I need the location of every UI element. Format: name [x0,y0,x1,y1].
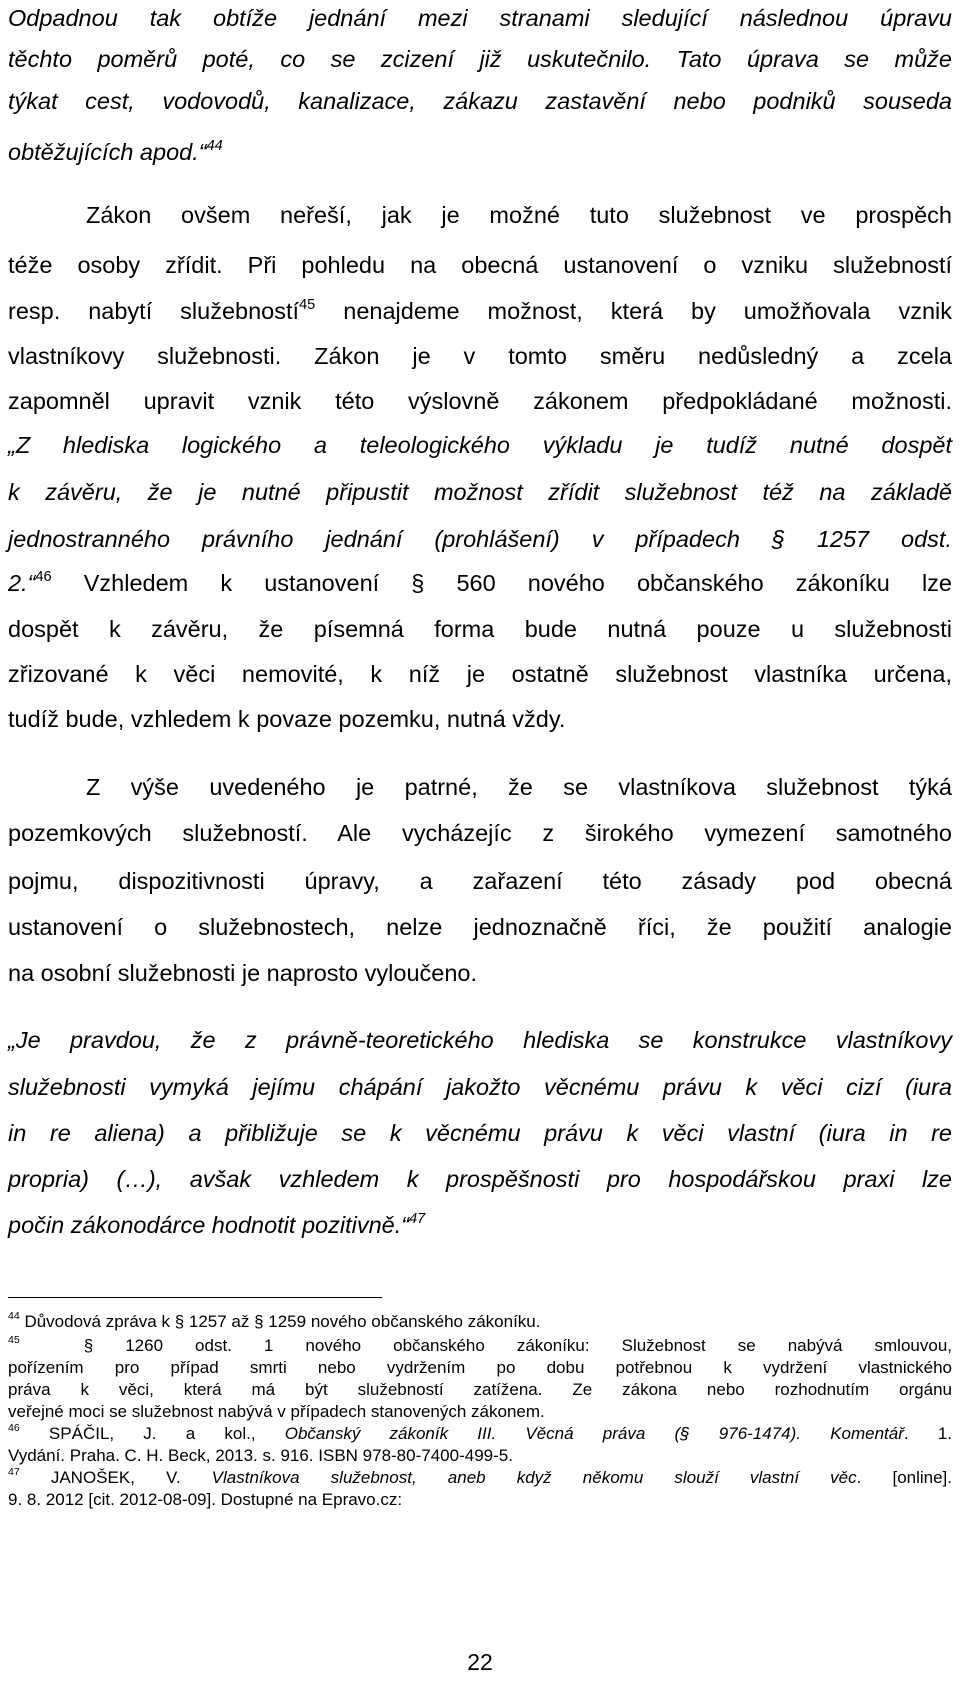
body-line: těchto poměrů poté, co se zcizení již uskutečnilo. Tato úprava se může [8,46,952,72]
body-line: Z výše uvedeného je patrné, že se vlastníkova služebnost týká [86,774,952,800]
body-line: „Z hlediska logického a teleologického výkladu je tudíž nutné dospět [8,432,952,458]
body-line: zapomněl upravit vznik této výslovně zákonem předpokládané možnosti. [8,388,952,414]
footnote-45-line: veřejné moci se služebnost nabývá v případech stanovených zákonem. [8,1402,545,1421]
footnote-47: $^{47}$ JANOŠEK, V. Vlastníkova služebnost, aneb když někomu slouží vlastní věc. [online]. [8,1466,953,1487]
footnote-separator [8,1297,382,1298]
footnote-46: $^{46}$ SPÁČIL, J. a kol., Občanský zákoník III. Věcná práva (§ 976-1474). Komentář. 1. [8,1422,952,1443]
body-line: k závěru, že je nutné připustit možnost zřídit služebnost též na základě [8,479,952,505]
footnote-45: $^{45}$ § 1260 odst. 1 nového občanského zákoníku: Služebnost se nabývá smlouvou, [8,1334,952,1355]
body-line: tudíž bude, vzhledem k povaze pozemku, nutná vždy. [8,706,566,732]
body-line: jednostranného právního jednání (prohlášení) v případech § 1257 odst. [8,526,952,552]
footnote-46-line: Vydání. Praha. C. H. Beck, 2013. s. 916. ISBN 978-80-7400-499-5. [8,1446,513,1465]
body-line: pojmu, dispozitivnosti úpravy, a zařazení této zásady pod obecná [8,868,952,894]
body-line: dospět k závěru, že písemná forma bude nutná pouze u služebnosti [8,616,952,642]
body-line: vlastníkovy služebnosti. Zákon je v tomto směru nedůsledný a zcela [8,343,952,369]
body-line: týkat cest, vodovodů, kanalizace, zákazu zastavění nebo podniků souseda [8,88,952,114]
body-line: služebnosti vymyká jejímu chápání jakožto věcnému právu k věci cizí (iura [8,1074,952,1100]
body-line: obtěžujících apod.“$^{44}$ [8,137,223,165]
footnote-ref-44[interactable]: 44 [206,137,223,154]
footnote-47-line: 9. 8. 2012 [cit. 2012-08-09]. Dostupné na Epravo.cz: [8,1490,403,1509]
body-line: 2.“$^{46}$ Vzhledem k ustanovení § 560 nového občanského zákoníku lze [8,568,952,596]
footnote-45-line: práva k věci, která má být služebností zatížena. Ze zákona nebo rozhodnutím orgánu [8,1380,952,1399]
body-line: „Je pravdou, že z právně-teoretického hlediska se konstrukce vlastníkovy [8,1027,952,1053]
footnote-44: $^{44}$ Důvodová zpráva k § 1257 až § 1259 nového občanského zákoníku. [8,1310,541,1331]
body-line: in re aliena) a přibližuje se k věcnému právu k věci vlastní (iura in re [8,1120,952,1146]
footnote-ref-46[interactable]: 46 [35,568,52,585]
body-line: propria) (…), avšak vzhledem k prospěšnosti pro hospodářskou praxi lze [8,1166,952,1192]
body-line: resp. nabytí služebností$^{45}$ nenajdeme možnost, která by umožňovala vznik [8,296,953,324]
body-line: pozemkových služebností. Ale vycházejíc z širokého vymezení samotného [8,820,952,846]
body-line: ustanovení o služebnostech, nelze jednoznačně říci, že použití analogie [8,914,952,940]
footnote-ref-47[interactable]: 47 [409,1210,426,1227]
body-line: na osobní služebnosti je naprosto vyloučeno. [8,960,478,986]
footnote-ref-45[interactable]: 45 [299,296,316,313]
body-line: počin zákonodárce hodnotit pozitivně.“$^{47}$ [8,1210,426,1238]
body-line: Odpadnou tak obtíže jednání mezi stranami sledující následnou úpravu [8,5,952,31]
body-line: zřizované k věci nemovité, k níž je ostatně služebnost vlastníka určena, [8,661,952,687]
page-number: 22 [467,1649,493,1675]
body-line: Zákon ovšem neřeší, jak je možné tuto služebnost ve prospěch [86,202,952,228]
body-line: téže osoby zřídit. Při pohledu na obecná ustanovení o vzniku služebností [8,252,952,278]
footnote-45-line: pořízením pro případ smrti nebo vydržením po dobu potřebnou k vydržení vlastnického [8,1358,952,1377]
